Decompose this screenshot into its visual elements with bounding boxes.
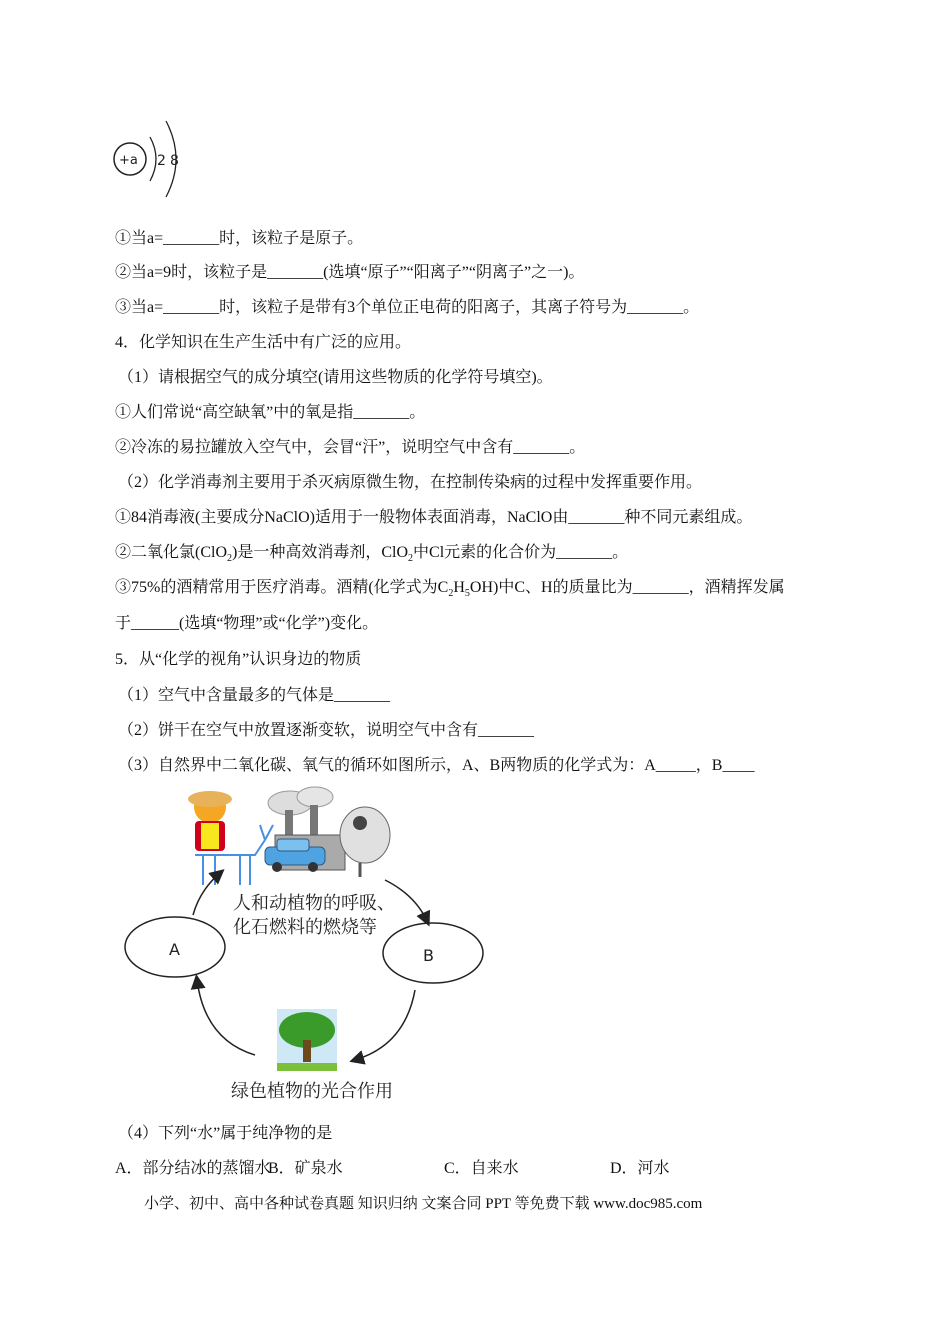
q4-part2-a: ①84消毒液(主要成分NaClO)适用于一般物体表面消毒，NaClO由_______种不同元素组成。 (115, 509, 753, 526)
q3-item-3: ③当a=_______时，该粒子是带有3个单位正电荷的阳离子，其离子符号为_______。 (115, 299, 700, 316)
q4-part2-c: ③75%的酒精常用于医疗消毒。酒精(化学式为$C_2H_5OH$)中C、H的质量比为_______，酒精挥发属 (115, 579, 785, 600)
q3-item-1: ①当a=_______时，该粒子是原子。 (115, 230, 364, 247)
q4-part2-b: ②二氧化氯(ClO$_2$)是一种高效消毒剂，ClO$_2$中Cl元素的化合价为_______。 (115, 544, 629, 565)
q5-part4: （4）下列“水”属于纯净物的是 (118, 1125, 333, 1142)
q4-part1-b: ②冷冻的易拉罐放入空气中，会冒“汗”，说明空气中含有_______。 (115, 439, 586, 456)
top-label-line1: 人和动植物的呼吸、 (233, 893, 395, 914)
footer-text: 小学、初中、高中各种试卷真题 知识归纳 文案合同 PPT 等免费下载 www.doc985.com (144, 1196, 703, 1212)
person-illustration (188, 791, 232, 851)
option-c: C．自来水 (444, 1160, 519, 1177)
q3-item-2: ②当a=9时，该粒子是_______(选填“原子”“阳离子”“阴离子”之一)。 (115, 264, 585, 281)
q5-part1: （1）空气中含量最多的气体是_______ (118, 687, 391, 704)
bottom-label: 绿色植物的光合作用 (231, 1081, 393, 1102)
node-b-label: B (423, 946, 434, 965)
q4-part2: （2）化学消毒剂主要用于杀灭病原微生物，在控制传染病的过程中发挥重要作用。 (118, 474, 703, 491)
tree-illustration (277, 1009, 337, 1071)
sheep-illustration (340, 807, 390, 877)
option-a: A．部分结冰的蒸馏水 (115, 1160, 271, 1177)
shell1-count: 2 (157, 153, 166, 169)
shell2-count: 8 (170, 153, 179, 169)
carbon-oxygen-cycle-diagram (115, 785, 505, 1105)
q5-part3: （3）自然界中二氧化碳、氧气的循环如图所示，A、B两物质的化学式为：A_____，B____ (118, 757, 755, 774)
atom-structure-diagram (110, 115, 200, 205)
option-d: D．河水 (610, 1160, 670, 1177)
nucleus-label: +a (119, 153, 138, 168)
arrow-tree-to-a (197, 980, 255, 1055)
top-label-line2: 化石燃料的燃烧等 (233, 917, 377, 938)
q4-part1-a: ①人们常说“高空缺氧”中的氧是指_______。 (115, 404, 426, 421)
node-a-label: A (169, 940, 180, 959)
q4-part2-c-cont: 于______(选填“物理”或“化学”)变化。 (115, 615, 379, 632)
option-b: B．矿泉水 (268, 1160, 343, 1177)
q5-title: 5．从“化学的视角”认识身边的物质 (115, 651, 362, 668)
q5-part2: （2）饼干在空气中放置逐渐变软，说明空气中含有_______ (118, 722, 535, 739)
arrow-b-to-tree (355, 990, 415, 1060)
q4-part1: （1）请根据空气的成分填空(请用这些物质的化学符号填空)。 (118, 369, 553, 386)
q4-title: 4．化学知识在生产生活中有广泛的应用。 (115, 334, 412, 351)
